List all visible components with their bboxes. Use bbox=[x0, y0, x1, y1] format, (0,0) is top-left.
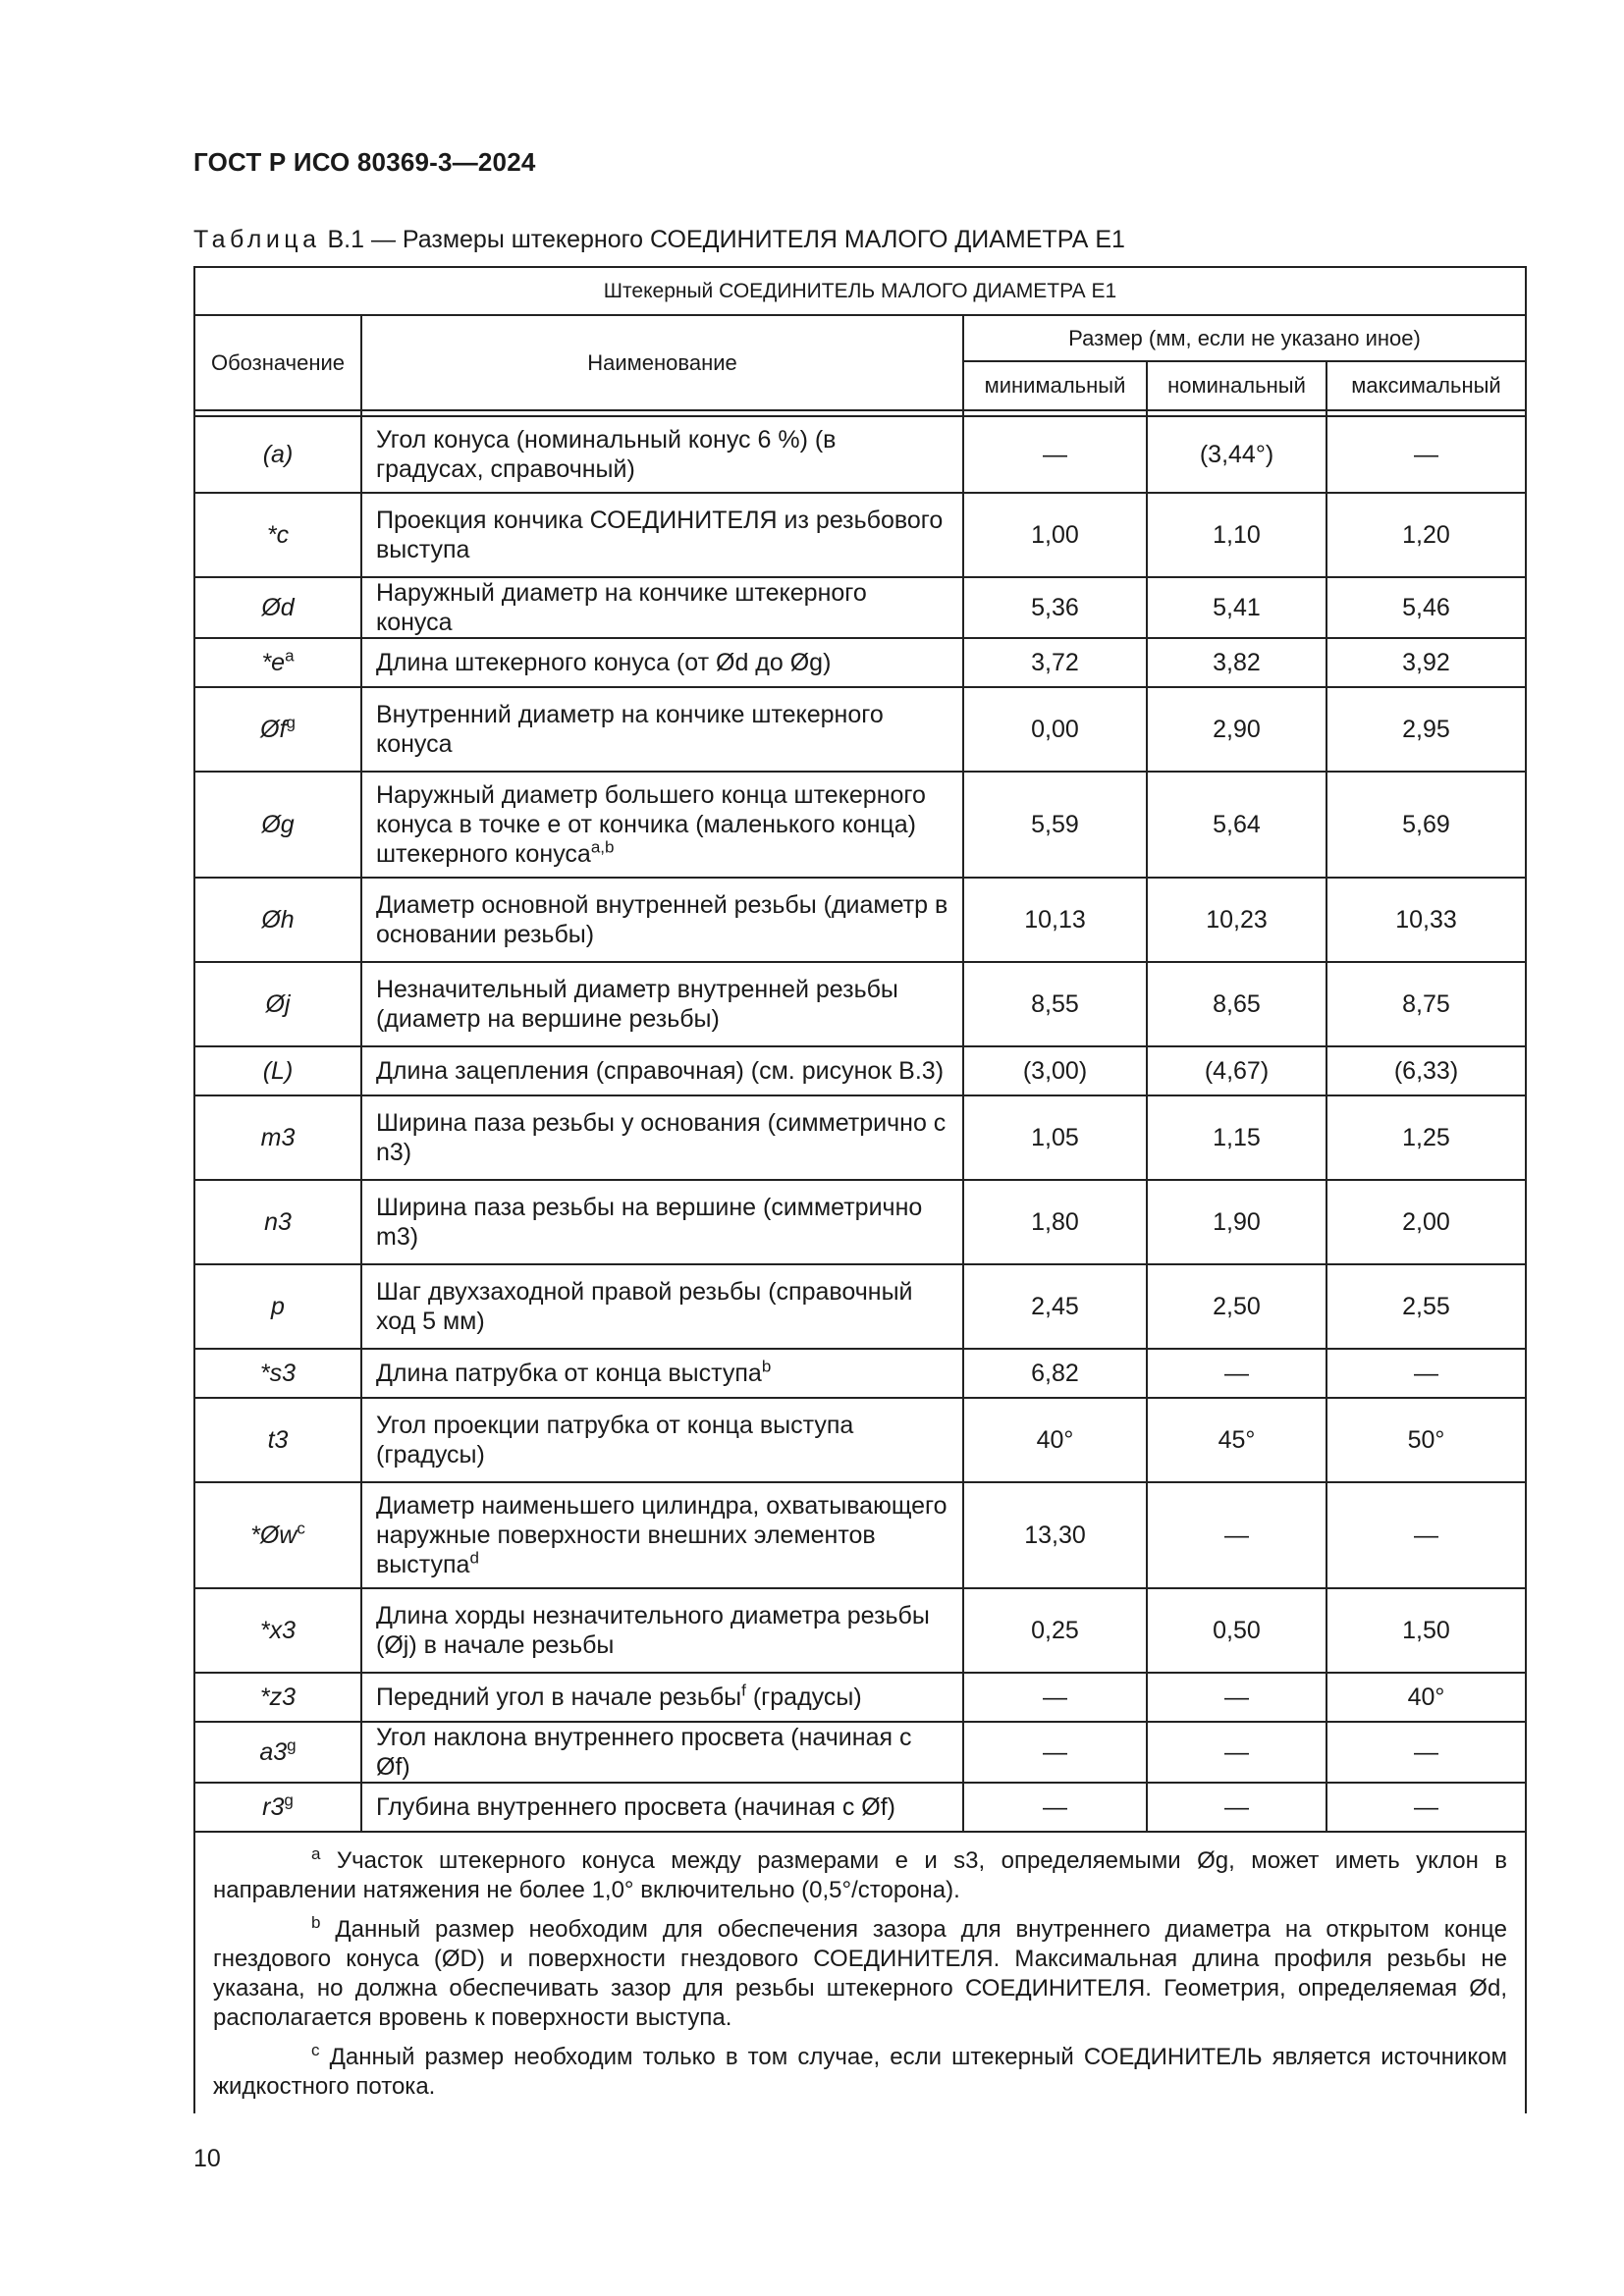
cell-nom: 2,90 bbox=[1147, 687, 1326, 772]
table-caption bbox=[193, 226, 1125, 254]
document-header: ГОСТ Р ИСО 80369-3—2024 bbox=[193, 147, 536, 177]
table-row bbox=[194, 1588, 1526, 1673]
cell-name: Длина штекерного конуса (от Ød до Øg) bbox=[361, 638, 963, 687]
cell-min: 10,13 bbox=[963, 878, 1147, 962]
cell-max: 1,20 bbox=[1326, 493, 1526, 577]
cell-name: Незначительный диаметр внутренней резьбы (диаметр на вершине резьбы) bbox=[361, 962, 963, 1046]
cell-max: 2,55 bbox=[1326, 1264, 1526, 1349]
table-row bbox=[194, 1673, 1526, 1722]
cell-code: p bbox=[194, 1264, 361, 1349]
cell-max: — bbox=[1326, 1482, 1526, 1588]
cell-name: Ширина паза резьбы на вершине (симметрично m3) bbox=[361, 1180, 963, 1264]
caption-label: Таблица bbox=[193, 226, 321, 253]
cell-code: *x3 bbox=[194, 1588, 361, 1673]
cell-nom: 3,82 bbox=[1147, 638, 1326, 687]
cell-name: Угол проекции патрубка от конца выступа (градусы) bbox=[361, 1398, 963, 1482]
cell-min: 2,45 bbox=[963, 1264, 1147, 1349]
cell-max: — bbox=[1326, 1722, 1526, 1783]
cell-name: Диаметр наименьшего цилиндра, охватывающего наружные поверхности внешних элементов выступа$^d$ bbox=[361, 1482, 963, 1588]
footnote-c: $^c$ Данный размер необходим только в том случае, если штекерный СОЕДИНИТЕЛЬ является источником жидкостного потока. bbox=[213, 2041, 1508, 2100]
cell-nom: — bbox=[1147, 1673, 1326, 1722]
table-row bbox=[194, 1783, 1526, 1832]
cell-nom: 8,65 bbox=[1147, 962, 1326, 1046]
cell-nom: — bbox=[1147, 1783, 1326, 1832]
cell-nom: (3,44°) bbox=[1147, 416, 1326, 493]
column-header-size: Размер (мм, если не указано иное) bbox=[963, 315, 1526, 361]
table-row bbox=[194, 493, 1526, 577]
table-body bbox=[194, 416, 1526, 1832]
cell-min: 0,25 bbox=[963, 1588, 1147, 1673]
footnote-b: $^b$ Данный размер необходим для обеспечения зазора для внутреннего диаметра на открытом конце гнездового конуса (ØD) и поверхности гнездового СОЕДИНИТЕЛЯ. Максимальная длина профиля резьбы не указана, но должна обеспечивать зазор для резьбы штекерного СОЕДИНИТЕЛЯ. Геометрия, определяемая Ød, располагается вровень к поверхности выступа. bbox=[213, 1913, 1507, 2031]
column-header-name: Наименование bbox=[361, 315, 963, 410]
dimensions-table bbox=[193, 266, 1527, 2113]
cell-code: t3 bbox=[194, 1398, 361, 1482]
column-header-min: минимальный bbox=[963, 361, 1147, 410]
cell-max: 40° bbox=[1326, 1673, 1526, 1722]
cell-nom: 5,64 bbox=[1147, 772, 1326, 878]
cell-nom: 1,10 bbox=[1147, 493, 1326, 577]
cell-code: (L) bbox=[194, 1046, 361, 1095]
cell-name: Угол наклона внутреннего просвета (начиная с Øf) bbox=[361, 1722, 963, 1783]
table-row bbox=[194, 1264, 1526, 1349]
cell-name: Внутренний диаметр на кончике штекерного конуса bbox=[361, 687, 963, 772]
table-row bbox=[194, 687, 1526, 772]
cell-min: 0,00 bbox=[963, 687, 1147, 772]
cell-min: 1,00 bbox=[963, 493, 1147, 577]
table-row bbox=[194, 416, 1526, 493]
cell-code: (a) bbox=[194, 416, 361, 493]
cell-min: 5,59 bbox=[963, 772, 1147, 878]
cell-max: 1,50 bbox=[1326, 1588, 1526, 1673]
cell-nom: 2,50 bbox=[1147, 1264, 1326, 1349]
cell-max: — bbox=[1326, 1349, 1526, 1398]
cell-max: 5,46 bbox=[1326, 577, 1526, 638]
cell-max: — bbox=[1326, 1783, 1526, 1832]
cell-name: Ширина паза резьбы у основания (симметрично с n3) bbox=[361, 1095, 963, 1180]
table-row bbox=[194, 577, 1526, 638]
cell-name: Глубина внутреннего просвета (начиная с Øf) bbox=[361, 1783, 963, 1832]
table-row bbox=[194, 1046, 1526, 1095]
cell-code: r3$^g$ bbox=[194, 1783, 361, 1832]
cell-nom: — bbox=[1147, 1482, 1326, 1588]
column-header-code: Обозначение bbox=[194, 315, 361, 410]
table-row bbox=[194, 878, 1526, 962]
cell-max: 1,25 bbox=[1326, 1095, 1526, 1180]
cell-nom: 1,90 bbox=[1147, 1180, 1326, 1264]
cell-name: Длина зацепления (справочная) (см. рисунок В.3) bbox=[361, 1046, 963, 1095]
cell-code: Øh bbox=[194, 878, 361, 962]
cell-code: $*Øw^c$ bbox=[194, 1482, 361, 1588]
table-title: Штекерный СОЕДИНИТЕЛЬ МАЛОГО ДИАМЕТРА Е1 bbox=[194, 267, 1526, 315]
cell-nom: — bbox=[1147, 1722, 1326, 1783]
table-row bbox=[194, 1722, 1526, 1783]
table-row bbox=[194, 638, 1526, 687]
cell-min: 5,36 bbox=[963, 577, 1147, 638]
cell-max: 3,92 bbox=[1326, 638, 1526, 687]
cell-min: 8,55 bbox=[963, 962, 1147, 1046]
table-row bbox=[194, 772, 1526, 878]
cell-nom: 1,15 bbox=[1147, 1095, 1326, 1180]
column-header-max: максимальный bbox=[1326, 361, 1526, 410]
cell-code: Ød bbox=[194, 577, 361, 638]
table-row bbox=[194, 1095, 1526, 1180]
cell-code: *s3 bbox=[194, 1349, 361, 1398]
cell-min: 6,82 bbox=[963, 1349, 1147, 1398]
cell-min: — bbox=[963, 1673, 1147, 1722]
cell-code: Øj bbox=[194, 962, 361, 1046]
cell-name: Наружный диаметр большего конца штекерного конуса в точке e от кончика (маленького конца) штекерного конуса$^{a,b}$ bbox=[361, 772, 963, 878]
cell-min: 1,05 bbox=[963, 1095, 1147, 1180]
cell-max: — bbox=[1326, 416, 1526, 493]
cell-nom: 10,23 bbox=[1147, 878, 1326, 962]
table-row bbox=[194, 1180, 1526, 1264]
cell-min: 40° bbox=[963, 1398, 1147, 1482]
cell-min: — bbox=[963, 416, 1147, 493]
cell-name: Диаметр основной внутренней резьбы (диаметр в основании резьбы) bbox=[361, 878, 963, 962]
caption-text: В.1 — Размеры штекерного СОЕДИНИТЕЛЯ МАЛОГО ДИАМЕТРА Е1 bbox=[327, 226, 1125, 253]
cell-nom: 5,41 bbox=[1147, 577, 1326, 638]
footnote-a: $^a$ Участок штекерного конуса между размерами e и s3, определяемыми Øg, может иметь уклон в направлении натяжения не более 1,0° включительно (0,5°/сторона). bbox=[213, 1844, 1507, 1903]
cell-nom: 0,50 bbox=[1147, 1588, 1326, 1673]
cell-code: *z3 bbox=[194, 1673, 361, 1722]
cell-name: Угол конуса (номинальный конус 6 %) (в градусах, справочный) bbox=[361, 416, 963, 493]
cell-max: 2,00 bbox=[1326, 1180, 1526, 1264]
cell-code: $*e^a$ bbox=[194, 638, 361, 687]
cell-code: m3 bbox=[194, 1095, 361, 1180]
cell-name: Длина хорды незначительного диаметра резьбы (Øj) в начале резьбы bbox=[361, 1588, 963, 1673]
page-number: 10 bbox=[193, 2145, 221, 2172]
cell-max: 8,75 bbox=[1326, 962, 1526, 1046]
cell-code: $Øf^g$ bbox=[194, 687, 361, 772]
cell-min: 3,72 bbox=[963, 638, 1147, 687]
cell-min: (3,00) bbox=[963, 1046, 1147, 1095]
table-row bbox=[194, 1398, 1526, 1482]
table-row bbox=[194, 962, 1526, 1046]
table-row bbox=[194, 1349, 1526, 1398]
cell-min: — bbox=[963, 1722, 1147, 1783]
table-row bbox=[194, 1482, 1526, 1588]
cell-name: Длина патрубка от конца выступа$^b$ bbox=[361, 1349, 963, 1398]
cell-code: *c bbox=[194, 493, 361, 577]
cell-name: Проекция кончика СОЕДИНИТЕЛЯ из резьбового выступа bbox=[361, 493, 963, 577]
cell-max: 5,69 bbox=[1326, 772, 1526, 878]
cell-nom: 45° bbox=[1147, 1398, 1326, 1482]
cell-min: 13,30 bbox=[963, 1482, 1147, 1588]
cell-name: Передний угол в начале резьбы$^f$ (градусы) bbox=[361, 1673, 963, 1722]
cell-code: n3 bbox=[194, 1180, 361, 1264]
cell-name: Наружный диаметр на кончике штекерного конуса bbox=[361, 577, 963, 638]
cell-nom: — bbox=[1147, 1349, 1326, 1398]
cell-max: 10,33 bbox=[1326, 878, 1526, 962]
cell-nom: (4,67) bbox=[1147, 1046, 1326, 1095]
cell-max: (6,33) bbox=[1326, 1046, 1526, 1095]
footnotes bbox=[194, 1832, 1526, 2113]
cell-name: Шаг двухзаходной правой резьбы (справочный ход 5 мм) bbox=[361, 1264, 963, 1349]
cell-min: 1,80 bbox=[963, 1180, 1147, 1264]
cell-max: 2,95 bbox=[1326, 687, 1526, 772]
cell-code: Øg bbox=[194, 772, 361, 878]
cell-max: 50° bbox=[1326, 1398, 1526, 1482]
column-header-nom: номинальный bbox=[1147, 361, 1326, 410]
cell-min: — bbox=[963, 1783, 1147, 1832]
cell-code: a3$^g$ bbox=[194, 1722, 361, 1783]
